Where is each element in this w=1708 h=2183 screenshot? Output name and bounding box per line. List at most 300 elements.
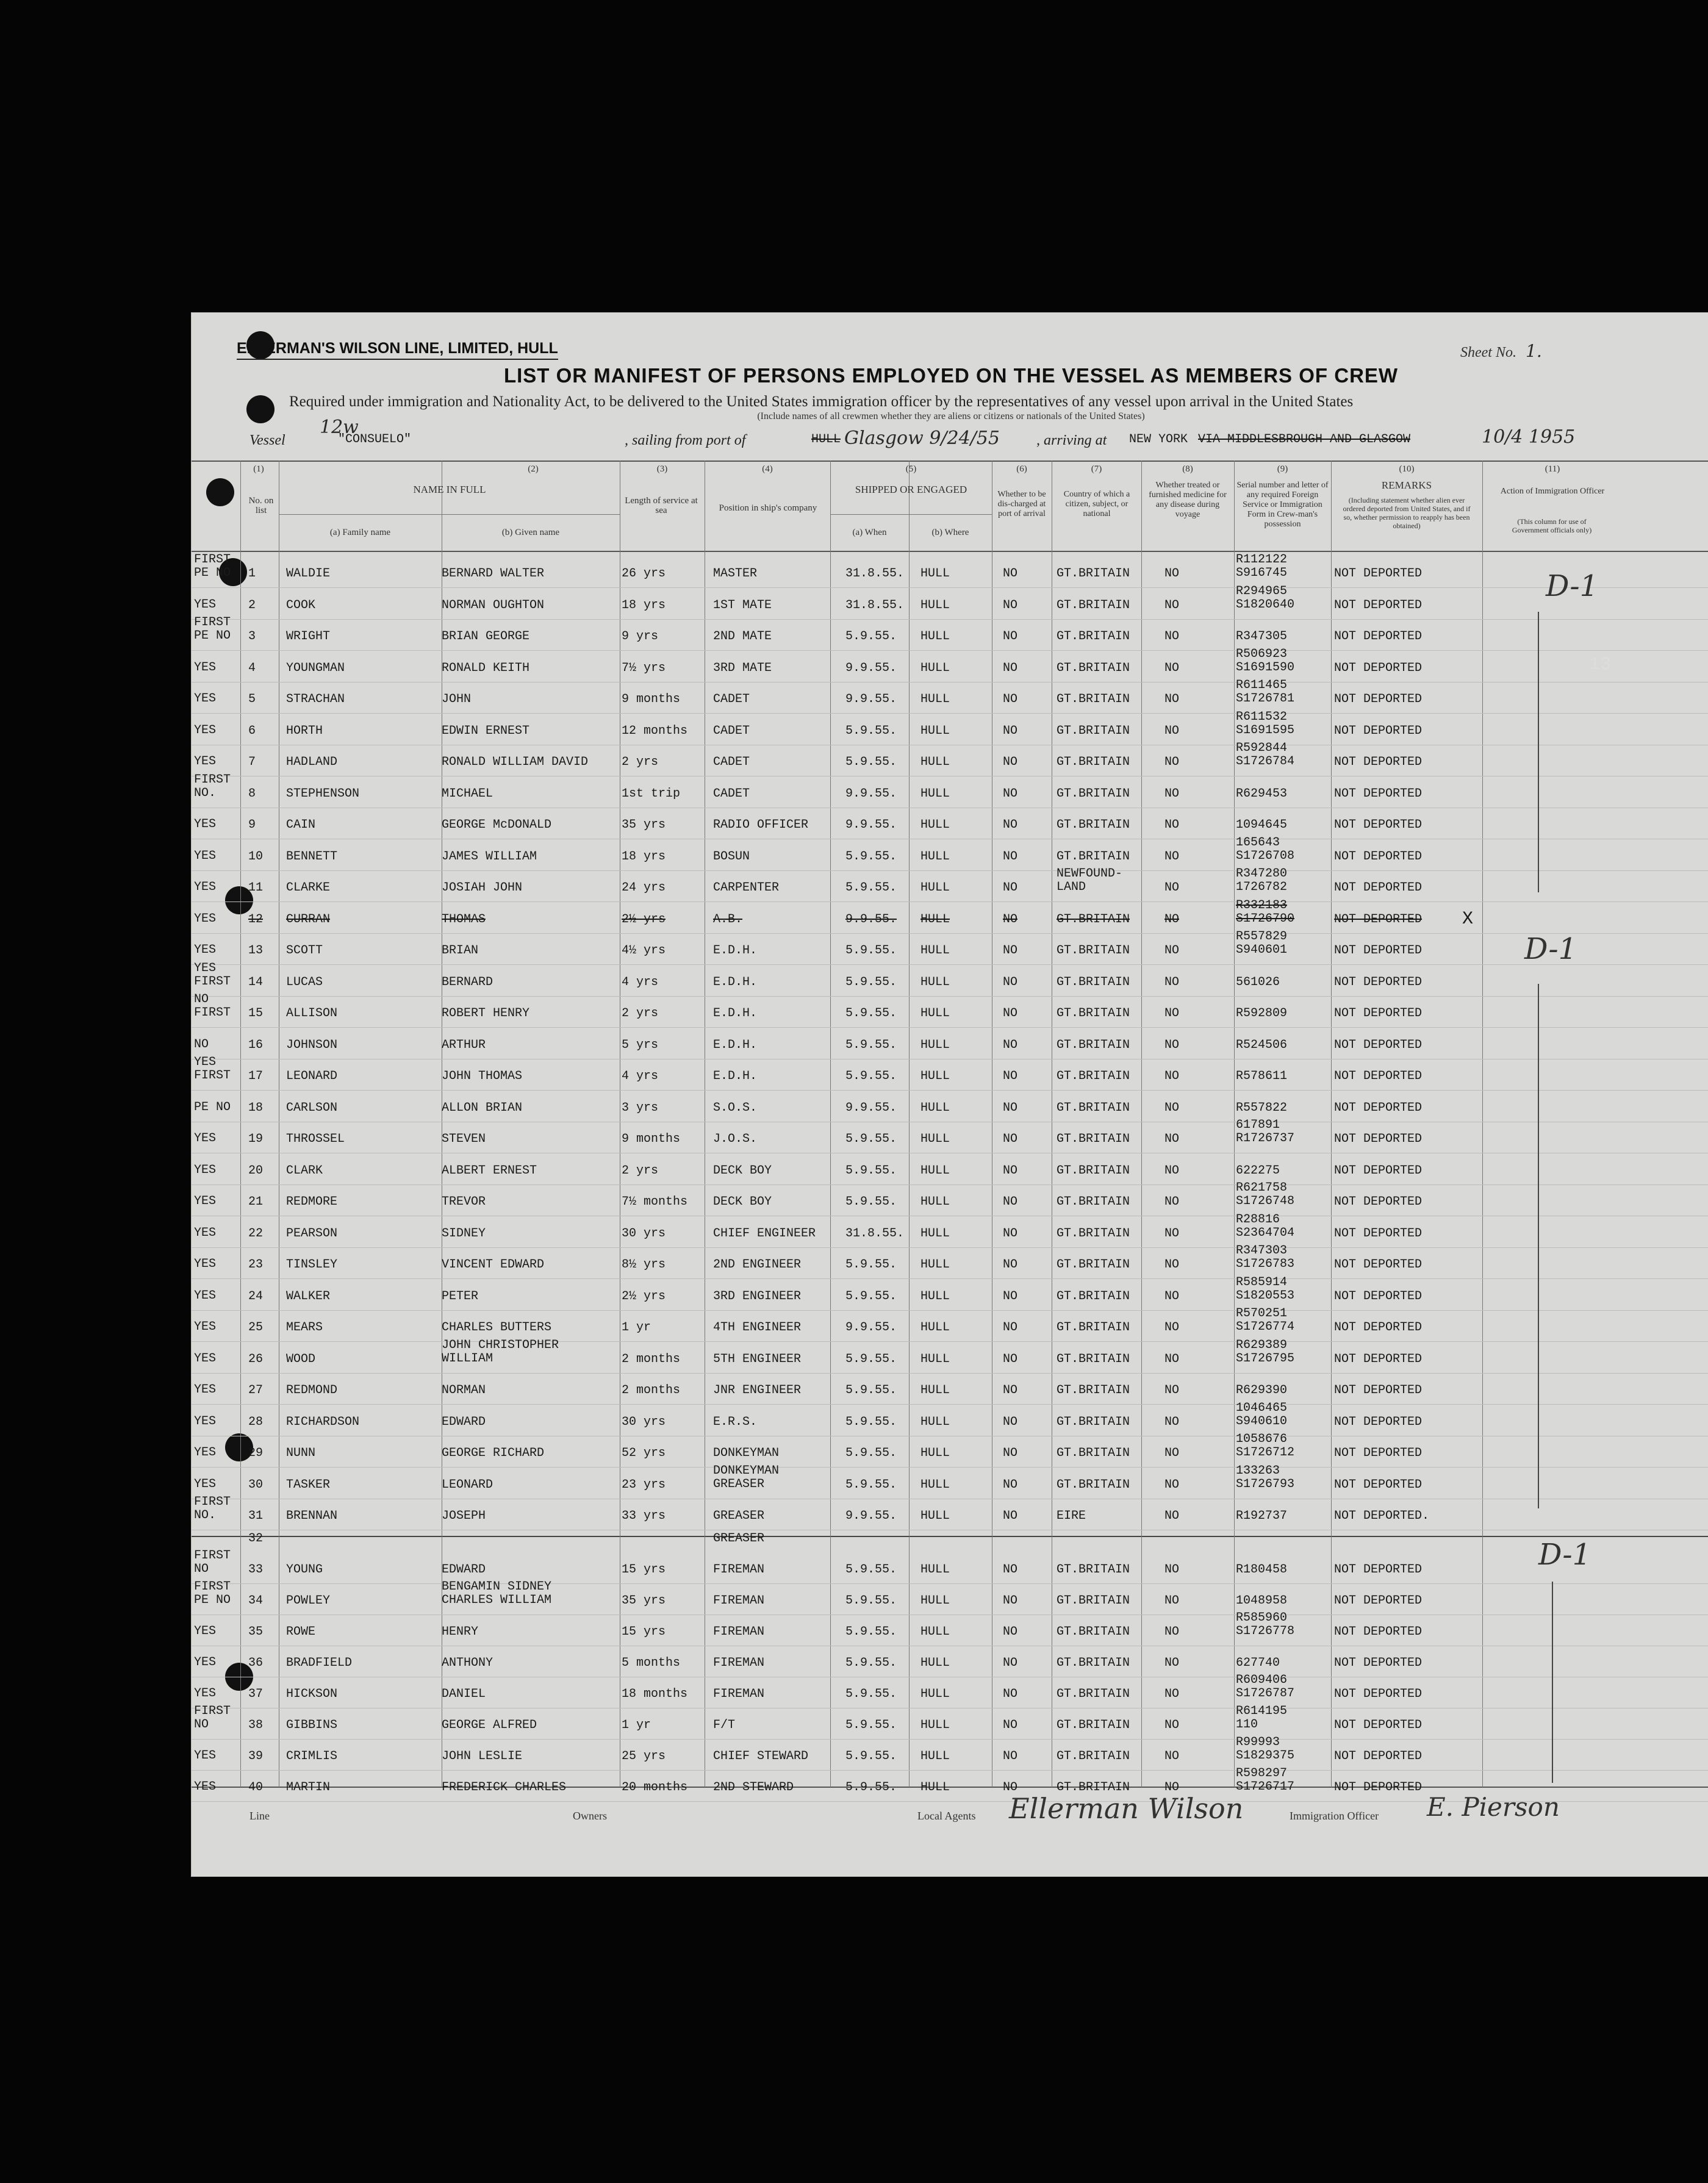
row-family-name: CLARKE — [286, 881, 331, 895]
row-when: 5.9.55. — [845, 1563, 897, 1577]
table-row — [192, 1735, 1708, 1777]
table-row — [192, 867, 1708, 909]
row-when: 9.9.55. — [845, 1509, 897, 1523]
row-family-name: LUCAS — [286, 975, 323, 989]
row-medicine: NO — [1164, 1289, 1180, 1303]
row-discharged: NO — [1003, 1446, 1018, 1460]
row-number: 37 — [248, 1687, 264, 1701]
row-service: 35 yrs — [622, 818, 666, 832]
row-serial: R524506 — [1236, 1038, 1288, 1052]
row-country: GT.BRITAIN — [1057, 1352, 1130, 1366]
row-serial: R28816 S2364704 — [1236, 1212, 1295, 1240]
row-discharged: NO — [1003, 1289, 1018, 1303]
row-position: 2ND STEWARD — [713, 1780, 794, 1794]
row-where: HULL — [920, 1414, 950, 1429]
row-medicine: NO — [1164, 1509, 1180, 1523]
col-name: NAME IN FULL — [413, 484, 486, 495]
row-discharged: NO — [1003, 1100, 1018, 1115]
row-serial: R332183 S1726790 — [1236, 898, 1295, 926]
row-family-name: TINSLEY — [286, 1258, 338, 1272]
row-when: 5.9.55. — [845, 1687, 897, 1701]
row-when: 5.9.55. — [845, 1132, 897, 1146]
row-position: FIREMAN — [713, 1625, 765, 1639]
row-where: HULL — [920, 1195, 950, 1209]
row-medicine: NO — [1164, 1321, 1180, 1335]
row-country: GT.BRITAIN — [1057, 1656, 1130, 1670]
row-position: S.O.S. — [713, 1100, 758, 1115]
punch-hole — [206, 478, 234, 506]
row-medicine: NO — [1164, 1163, 1180, 1178]
row-boarding-status: YES — [194, 1687, 217, 1701]
row-family-name: CURRAN — [286, 912, 331, 927]
row-family-name: TASKER — [286, 1477, 331, 1492]
row-family-name: SCOTT — [286, 944, 323, 958]
table-row — [192, 1181, 1708, 1223]
row-country: GT.BRITAIN — [1057, 912, 1130, 927]
row-service: 24 yrs — [622, 881, 666, 895]
row-given-name: JOHN LESLIE — [442, 1749, 523, 1763]
row-family-name: PEARSON — [286, 1226, 338, 1241]
row-service: 1 yr — [622, 1321, 651, 1335]
row-service: 25 yrs — [622, 1749, 666, 1763]
row-country: GT.BRITAIN — [1057, 1289, 1130, 1303]
footer-line-label: Line — [249, 1810, 270, 1822]
row-serial: R570251 S1726774 — [1236, 1307, 1295, 1334]
table-row — [192, 1338, 1708, 1380]
row-number: 40 — [248, 1780, 264, 1794]
row-discharged: NO — [1003, 598, 1018, 612]
table-row — [192, 1463, 1708, 1506]
row-rule — [192, 1341, 1708, 1342]
row-discharged: NO — [1003, 1321, 1018, 1335]
row-discharged: NO — [1003, 629, 1018, 643]
row-remarks: NOT DEPORTED — [1334, 1100, 1423, 1115]
row-country: GT.BRITAIN — [1057, 1749, 1130, 1763]
row-remarks: NOT DEPORTED — [1334, 1226, 1423, 1241]
row-family-name: BRADFIELD — [286, 1656, 353, 1670]
row-discharged: NO — [1003, 1226, 1018, 1241]
row-country: GT.BRITAIN — [1057, 1414, 1130, 1429]
row-country: GT.BRITAIN — [1057, 1780, 1130, 1794]
row-when: 5.9.55. — [845, 1477, 897, 1492]
row-boarding-status: FIRST PE NO — [194, 1580, 231, 1607]
row-rule — [192, 713, 1708, 714]
row-given-name: BERNARD — [442, 975, 493, 989]
row-country: GT.BRITAIN — [1057, 818, 1130, 832]
row-where: HULL — [920, 818, 950, 832]
row-serial: R112122 S916745 — [1236, 553, 1288, 580]
row-country: GT.BRITAIN — [1057, 1258, 1130, 1272]
row-country: GT.BRITAIN — [1057, 755, 1130, 769]
row-country: GT.BRITAIN — [1057, 1718, 1130, 1732]
action-mark: D-1 — [1546, 569, 1599, 603]
shipped-subrule — [830, 514, 992, 515]
row-serial: R192737 — [1236, 1509, 1288, 1523]
row-number: 11 — [248, 881, 264, 895]
row-given-name: GEORGE McDONALD — [442, 818, 552, 832]
row-rule — [192, 1090, 1708, 1091]
row-remarks: NOT DEPORTED — [1334, 1195, 1423, 1209]
row-position: CARPENTER — [713, 881, 780, 895]
row-remarks: NOT DEPORTED — [1334, 1352, 1423, 1366]
vessel-name: "CONSUELO" — [338, 432, 412, 446]
row-position: 1ST MATE — [713, 598, 772, 612]
row-country: GT.BRITAIN — [1057, 1446, 1130, 1460]
row-service: 35 yrs — [622, 1594, 666, 1608]
row-remarks: NOT DEPORTED — [1334, 1656, 1423, 1670]
row-medicine: NO — [1164, 1195, 1180, 1209]
row-country: GT.BRITAIN — [1057, 661, 1130, 675]
action-mark: D-1 — [1538, 1538, 1591, 1572]
row-where: HULL — [920, 1594, 950, 1608]
row-position: 3RD MATE — [713, 661, 772, 675]
table-row — [192, 678, 1708, 720]
row-when: 5.9.55. — [845, 849, 897, 864]
table-row — [192, 1529, 1708, 1560]
row-when: 31.8.55. — [845, 567, 905, 581]
row-given-name: ANTHONY — [442, 1656, 493, 1670]
row-service: 20 months — [622, 1780, 688, 1794]
port-handwritten: Glasgow 9/24/55 — [844, 428, 1000, 449]
row-service: 2 months — [622, 1352, 681, 1366]
row-given-name: EDWARD — [442, 1414, 486, 1429]
row-discharged: NO — [1003, 1687, 1018, 1701]
col-num: (2) — [528, 464, 539, 474]
arriving-label: , arriving at — [1036, 432, 1107, 448]
row-family-name: CARLSON — [286, 1100, 338, 1115]
row-when: 5.9.55. — [845, 1780, 897, 1794]
row-when: 5.9.55. — [845, 1289, 897, 1303]
row-remarks: NOT DEPORTED — [1334, 1038, 1423, 1052]
row-medicine: NO — [1164, 1625, 1180, 1639]
row-medicine: NO — [1164, 692, 1180, 706]
sailing-label: , sailing from port of — [625, 432, 746, 448]
row-discharged: NO — [1003, 881, 1018, 895]
row-discharged: NO — [1003, 1563, 1018, 1577]
row-medicine: NO — [1164, 1687, 1180, 1701]
row-serial: 627740 — [1236, 1656, 1280, 1670]
table-row — [192, 741, 1708, 783]
row-service: 2 yrs — [622, 755, 659, 769]
row-service: 23 yrs — [622, 1477, 666, 1492]
row-medicine: NO — [1164, 723, 1180, 738]
include-note: (Include names of all crewmen whether they are aliens or citizens or nationals of the United States) — [757, 411, 1145, 421]
row-position: DONKEYMAN — [713, 1446, 780, 1460]
row-when: 5.9.55. — [845, 1258, 897, 1272]
row-discharged: NO — [1003, 1509, 1018, 1523]
row-discharged: NO — [1003, 1132, 1018, 1146]
row-remarks: NOT DEPORTED — [1334, 723, 1423, 738]
row-boarding-status: YES — [194, 1225, 217, 1240]
row-where: HULL — [920, 661, 950, 675]
row-service: 4 yrs — [622, 1069, 659, 1083]
company-name: ELLERMAN'S WILSON LINE, LIMITED, HULL — [237, 340, 558, 360]
row-number: 35 — [248, 1625, 264, 1639]
row-number: 14 — [248, 975, 264, 989]
row-when: 5.9.55. — [845, 1594, 897, 1608]
row-service: 9 months — [622, 1132, 681, 1146]
row-boarding-status: YES — [194, 848, 217, 863]
row-position: F/T — [713, 1718, 736, 1732]
row-number: 19 — [248, 1132, 264, 1146]
row-country: GT.BRITAIN — [1057, 849, 1130, 864]
col-country: Country of which a citizen, subject, or national — [1063, 490, 1130, 518]
row-remarks: NOT DEPORTED — [1334, 912, 1423, 927]
row-number: 1 — [248, 567, 256, 581]
row-position: A.B. — [713, 912, 743, 927]
row-position: RADIO OFFICER — [713, 818, 809, 832]
col-medicine: Whether treated or furnished medicine for any disease during voyage — [1149, 481, 1227, 519]
row-when: 9.9.55. — [845, 786, 897, 801]
table-row — [192, 930, 1708, 972]
row-number: 8 — [248, 786, 256, 801]
row-country: GT.BRITAIN — [1057, 1195, 1130, 1209]
row-family-name: WOOD — [286, 1352, 316, 1366]
row-discharged: NO — [1003, 755, 1018, 769]
row-rule — [192, 1373, 1708, 1374]
row-where: HULL — [920, 1258, 950, 1272]
row-serial: R592844 S1726784 — [1236, 741, 1295, 769]
row-discharged: NO — [1003, 1163, 1018, 1178]
row-remarks: NOT DEPORTED — [1334, 1258, 1423, 1272]
port-struck: HULL — [811, 432, 841, 446]
row-serial: R557822 — [1236, 1100, 1288, 1115]
row-boarding-status: FIRST NO. — [194, 1495, 231, 1522]
row-given-name: JOHN CHRISTOPHER WILLIAM — [442, 1338, 559, 1366]
row-position: J.O.S. — [713, 1132, 758, 1146]
footer-owners-label: Owners — [573, 1810, 607, 1822]
row-service: 8½ yrs — [622, 1258, 666, 1272]
row-family-name: CRIMLIS — [286, 1749, 338, 1763]
header-bottom-rule — [192, 551, 1708, 552]
row-remarks: NOT DEPORTED — [1334, 1594, 1423, 1608]
row-boarding-status: YES — [194, 1780, 217, 1794]
row-given-name: PETER — [442, 1289, 479, 1303]
row-medicine: NO — [1164, 881, 1180, 895]
vessel-note: 12w — [320, 417, 359, 438]
row-family-name: CAIN — [286, 818, 316, 832]
name-subrule — [279, 514, 620, 515]
row-where: HULL — [920, 1352, 950, 1366]
row-serial: R180458 — [1236, 1563, 1288, 1577]
row-family-name: GIBBINS — [286, 1718, 338, 1732]
row-service: 26 yrs — [622, 567, 666, 581]
row-discharged: NO — [1003, 849, 1018, 864]
row-family-name: HORTH — [286, 723, 323, 738]
table-row — [192, 1161, 1708, 1192]
row-serial: 622275 — [1236, 1163, 1280, 1178]
row-medicine: NO — [1164, 849, 1180, 864]
row-service: 33 yrs — [622, 1509, 666, 1523]
row-position: E.R.S. — [713, 1414, 758, 1429]
row-position: CHIEF ENGINEER — [713, 1226, 816, 1241]
row-boarding-status: YES — [194, 1288, 217, 1303]
row-when: 5.9.55. — [845, 1352, 897, 1366]
row-discharged: NO — [1003, 723, 1018, 738]
table-row — [192, 1036, 1708, 1066]
row-service: 4 yrs — [622, 975, 659, 989]
row-number: 34 — [248, 1594, 264, 1608]
table-row — [192, 553, 1708, 595]
row-medicine: NO — [1164, 1414, 1180, 1429]
row-rule — [192, 933, 1708, 934]
row-when: 5.9.55. — [845, 1383, 897, 1397]
row-serial: R99993 S1829375 — [1236, 1735, 1295, 1763]
col-num: (1) — [253, 464, 264, 474]
col-action-sub: (This column for use of Government officials only) — [1512, 517, 1592, 534]
row-medicine: NO — [1164, 1132, 1180, 1146]
row-discharged: NO — [1003, 1749, 1018, 1763]
row-when: 5.9.55. — [845, 1656, 897, 1670]
row-country: GT.BRITAIN — [1057, 944, 1130, 958]
row-service: 15 yrs — [622, 1625, 666, 1639]
row-when: 9.9.55. — [845, 1321, 897, 1335]
row-where: HULL — [920, 1625, 950, 1639]
row-discharged: NO — [1003, 1038, 1018, 1052]
row-boarding-status: FIRST PE NO — [194, 615, 231, 643]
col-num: (3) — [656, 464, 668, 474]
col-position: Position in ship's company — [719, 503, 817, 513]
row-discharged: NO — [1003, 1477, 1018, 1492]
row-when: 5.9.55. — [845, 1163, 897, 1178]
row-when: 5.9.55. — [845, 1069, 897, 1083]
col-num: (6) — [1016, 464, 1027, 474]
col-where: (b) Where — [931, 528, 969, 537]
row-given-name: TREVOR — [442, 1195, 486, 1209]
row-serial: R557829 S940601 — [1236, 930, 1288, 957]
row-serial: R347303 S1726783 — [1236, 1244, 1295, 1271]
footer-agents-label: Local Agents — [917, 1810, 976, 1822]
row-service: 9 months — [622, 692, 681, 706]
row-discharged: NO — [1003, 1718, 1018, 1732]
row-where: HULL — [920, 1163, 950, 1178]
row-remarks: NOT DEPORTED — [1334, 629, 1423, 643]
row-where: HULL — [920, 1383, 950, 1397]
sheet-label: Sheet No. — [1460, 345, 1516, 360]
row-where: HULL — [920, 1509, 950, 1523]
col-num: (11) — [1545, 464, 1560, 474]
row-remarks: NOT DEPORTED — [1334, 1289, 1423, 1303]
row-country: GT.BRITAIN — [1057, 1038, 1130, 1052]
row-when: 5.9.55. — [845, 975, 897, 989]
row-remarks: NOT DEPORTED — [1334, 1163, 1423, 1178]
row-family-name: STEPHENSON — [286, 786, 360, 801]
row-boarding-status: FIRST PE NO — [194, 553, 231, 580]
row-number: 17 — [248, 1069, 264, 1083]
row-position: GREASER — [713, 1532, 765, 1546]
row-given-name: FREDERICK CHARLES — [442, 1780, 567, 1794]
row-given-name: JOSIAH JOHN — [442, 881, 523, 895]
row-medicine: NO — [1164, 1477, 1180, 1492]
row-medicine: NO — [1164, 1258, 1180, 1272]
row-remarks: NOT DEPORTED. — [1334, 1509, 1430, 1523]
row-country: GT.BRITAIN — [1057, 1163, 1130, 1178]
row-medicine: NO — [1164, 1226, 1180, 1241]
sheet-number: 1. — [1526, 341, 1542, 361]
col-num: (4) — [762, 464, 773, 474]
row-boarding-status: YES — [194, 1194, 217, 1208]
row-given-name: BRIAN GEORGE — [442, 629, 530, 643]
row-medicine: NO — [1164, 1352, 1180, 1366]
row-given-name: ARTHUR — [442, 1038, 486, 1052]
row-where: HULL — [920, 881, 950, 895]
row-given-name: JOSEPH — [442, 1509, 486, 1523]
row-boarding-status: YES — [194, 597, 217, 612]
row-number: 9 — [248, 818, 256, 832]
row-number: 39 — [248, 1749, 264, 1763]
table-row — [192, 1432, 1708, 1474]
row-boarding-status: PE NO — [194, 1100, 231, 1114]
col-num: (9) — [1277, 464, 1288, 474]
row-given-name: STEVEN — [442, 1132, 486, 1146]
row-medicine: NO — [1164, 1749, 1180, 1763]
row-given-name: JOHN — [442, 692, 472, 706]
row-service: 9 yrs — [622, 629, 659, 643]
row-remarks: NOT DEPORTED — [1334, 1749, 1423, 1763]
row-service: 18 months — [622, 1687, 688, 1701]
row-discharged: NO — [1003, 1383, 1018, 1397]
row-given-name: BERNARD WALTER — [442, 567, 545, 581]
row-discharged: NO — [1003, 567, 1018, 581]
row-family-name: WRIGHT — [286, 629, 331, 643]
row-remarks: NOT DEPORTED — [1334, 755, 1423, 769]
row-service: 5 months — [622, 1656, 681, 1670]
row-rule — [192, 1739, 1708, 1740]
row-family-name: YOUNG — [286, 1563, 323, 1577]
row-given-name: NORMAN — [442, 1383, 486, 1397]
row-country: GT.BRITAIN — [1057, 692, 1130, 706]
row-service: 1st trip — [622, 786, 681, 801]
row-when: 5.9.55. — [845, 755, 897, 769]
row-given-name: VINCENT EDWARD — [442, 1258, 545, 1272]
row-medicine: NO — [1164, 598, 1180, 612]
action-bracket — [1552, 1582, 1557, 1783]
row-discharged: NO — [1003, 975, 1018, 989]
row-given-name: BENGAMIN SIDNEY CHARLES WILLIAM — [442, 1580, 552, 1607]
row-medicine: NO — [1164, 1780, 1180, 1794]
row-family-name: THROSSEL — [286, 1132, 345, 1146]
row-discharged: NO — [1003, 1258, 1018, 1272]
row-boarding-status: YES — [194, 755, 217, 769]
row-when: 5.9.55. — [845, 723, 897, 738]
row-boarding-status: FIRST NO — [194, 1704, 231, 1732]
row-remarks: NOT DEPORTED — [1334, 1446, 1423, 1460]
row-where: HULL — [920, 1321, 950, 1335]
row-serial: R629453 — [1236, 786, 1288, 801]
row-where: HULL — [920, 912, 950, 927]
row-serial: R294965 S1820640 — [1236, 584, 1295, 612]
row-rule — [192, 1310, 1708, 1311]
row-remarks: NOT DEPORTED — [1334, 1477, 1423, 1492]
row-number: 20 — [248, 1163, 264, 1178]
row-remarks: NOT DEPORTED — [1334, 1718, 1423, 1732]
row-boarding-status: YES — [194, 1320, 217, 1334]
row-given-name: GEORGE RICHARD — [442, 1446, 545, 1460]
row-medicine: NO — [1164, 1038, 1180, 1052]
row-remarks: NOT DEPORTED — [1334, 692, 1423, 706]
row-family-name: REDMOND — [286, 1383, 338, 1397]
row-given-name: RONALD WILLIAM DAVID — [442, 755, 589, 769]
row-service: 2 months — [622, 1383, 681, 1397]
row-serial: 561026 — [1236, 975, 1280, 989]
row-country: GT.BRITAIN — [1057, 598, 1130, 612]
arriving-value: NEW YORK — [1129, 432, 1188, 446]
row-discharged: NO — [1003, 786, 1018, 801]
row-discharged: NO — [1003, 912, 1018, 927]
col-when: (a) When — [852, 528, 887, 537]
row-service: 2 yrs — [622, 1006, 659, 1020]
col-given: (b) Given name — [501, 528, 560, 537]
